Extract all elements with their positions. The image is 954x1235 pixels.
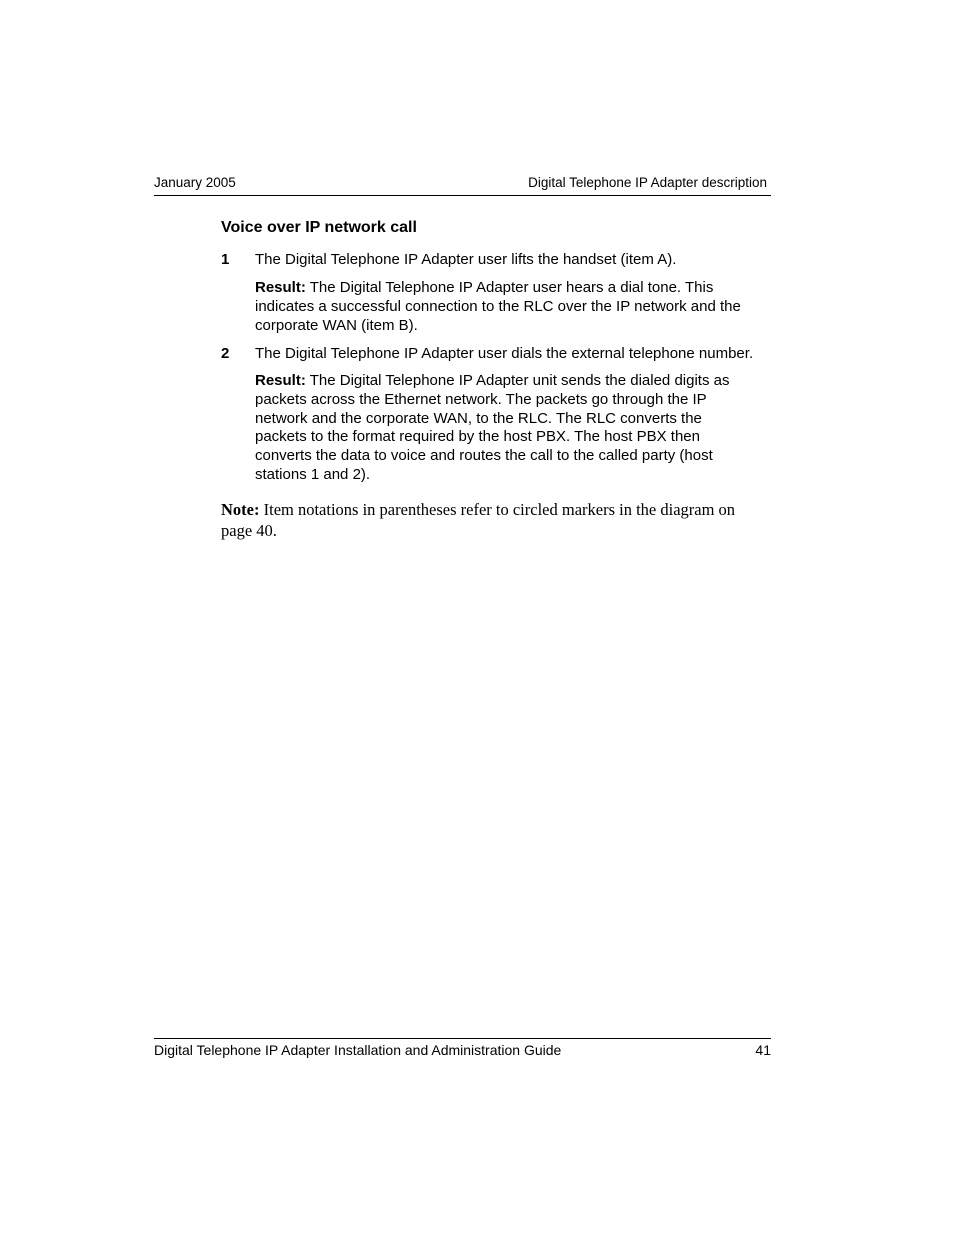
step-number: 2: [221, 345, 230, 362]
result-line: packets to the format required by the host PBX. The host PBX then: [255, 428, 700, 446]
section-heading: Voice over IP network call: [221, 219, 417, 236]
result-line: indicates a successful connection to the RLC over the IP network and the: [255, 297, 741, 315]
step-2-result: [255, 372, 775, 485]
result-line: converts the data to voice and routes the call to the called party (host: [255, 447, 713, 465]
page-header: [154, 175, 771, 196]
result-label: Result:: [255, 279, 306, 296]
step-number: 1: [221, 251, 230, 268]
page-footer: [154, 1038, 771, 1061]
header-section-title: Digital Telephone IP Adapter description: [528, 175, 767, 190]
result-line: stations 1 and 2).: [255, 465, 371, 483]
step-text: The Digital Telephone IP Adapter user lifts the handset (item A).: [255, 251, 677, 268]
result-label: Result:: [255, 372, 306, 389]
header-date: January 2005: [154, 175, 236, 190]
page-number: 41: [755, 1042, 771, 1058]
result-line: packets across the Ethernet network. The packets go through the IP: [255, 390, 707, 408]
note: [221, 499, 766, 541]
step-text: The Digital Telephone IP Adapter user dials the external telephone number.: [255, 345, 754, 362]
note-line: Note: Item notations in parentheses refer to circled markers in the diagram on: [221, 500, 736, 519]
result-line: network and the corporate WAN, to the RLC. The RLC converts the: [255, 409, 702, 427]
result-line: corporate WAN (item B).: [255, 316, 418, 334]
note-line: page 40.: [221, 521, 277, 540]
step-1-result: [255, 279, 775, 335]
result-line: Result: The Digital Telephone IP Adapter unit sends the dialed digits as: [255, 372, 730, 389]
footer-guide-title: Digital Telephone IP Adapter Installation and Administration Guide: [154, 1042, 562, 1058]
note-label: Note:: [221, 500, 260, 519]
result-line: Result: The Digital Telephone IP Adapter user hears a dial tone. This: [255, 279, 714, 296]
